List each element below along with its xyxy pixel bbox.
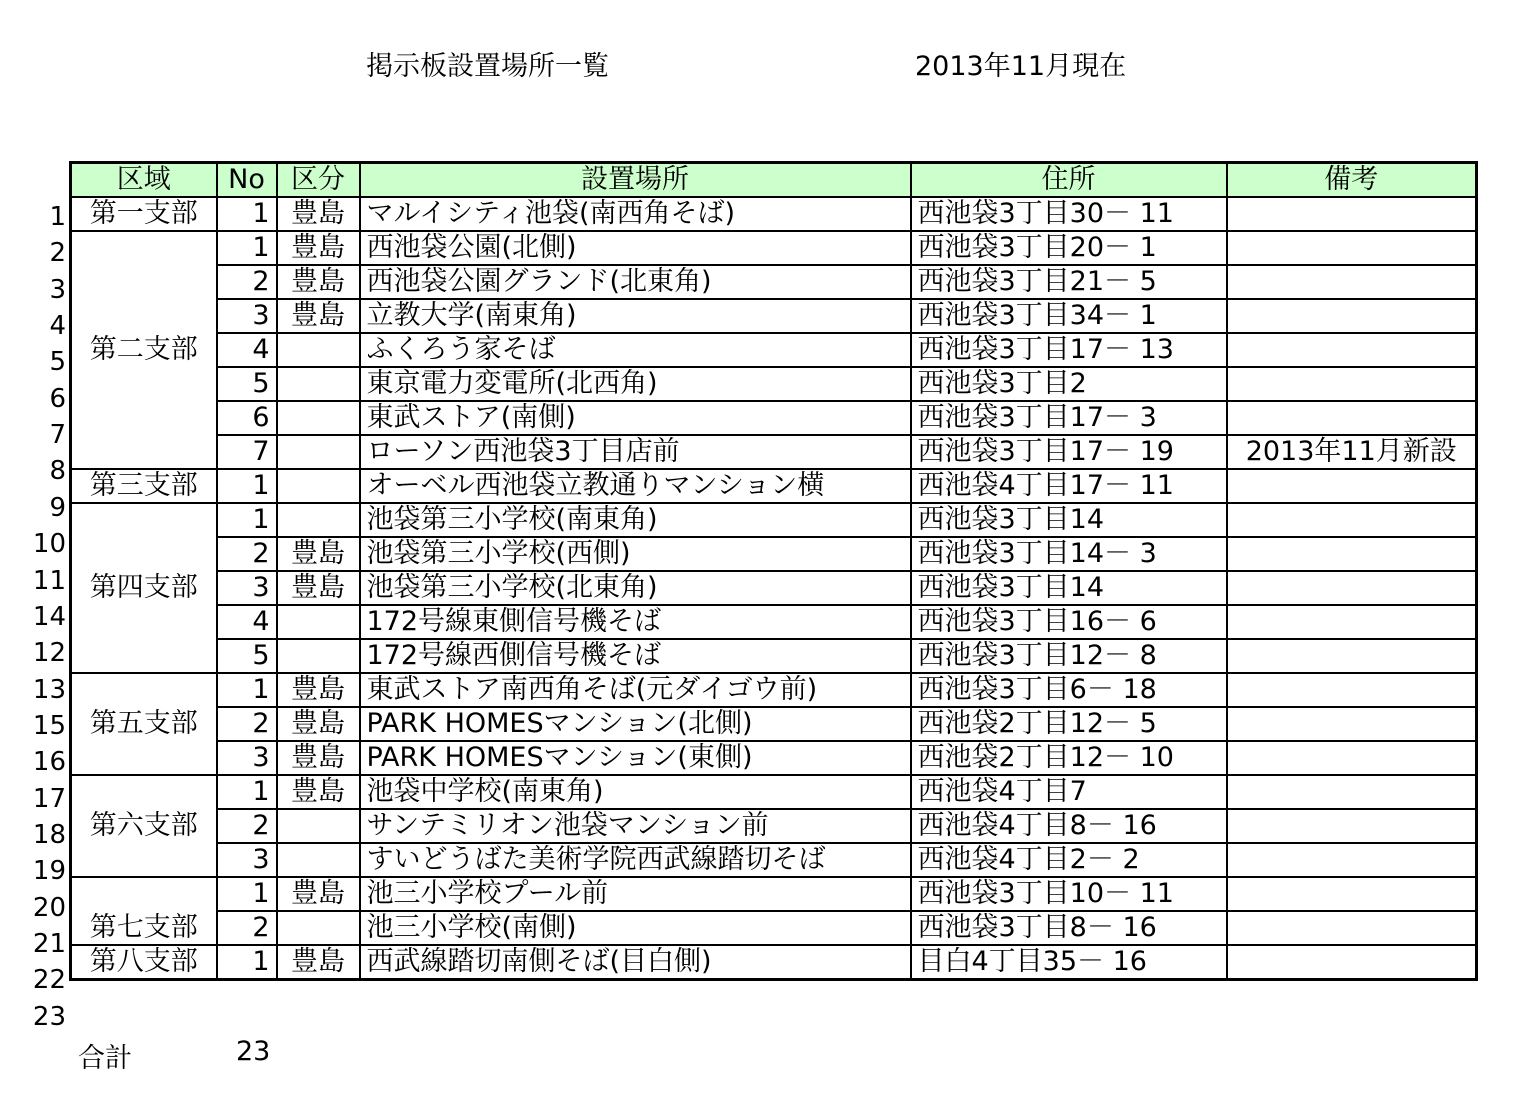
cell-location: 西武線踏切南側そば(目白側) — [360, 945, 911, 980]
cell-no: 2 — [217, 707, 277, 741]
cell-address: 西池袋3丁目30－ 11 — [911, 197, 1227, 231]
row-number: 9 — [49, 492, 66, 523]
row-number: 10 — [32, 529, 66, 560]
cell-location: 立教大学(南東角) — [360, 299, 911, 333]
cell-no: 5 — [217, 367, 277, 401]
cell-address: 西池袋3丁目8－ 16 — [911, 911, 1227, 945]
total-value: 23 — [236, 1036, 271, 1067]
cell-address: 西池袋4丁目7 — [911, 775, 1227, 809]
row-number: 17 — [32, 783, 66, 814]
total-label: 合計 — [78, 1043, 132, 1074]
table-row — [71, 707, 1477, 741]
cell-remarks — [1227, 843, 1477, 877]
row-number: 1 — [49, 202, 66, 232]
cell-location: サンテミリオン池袋マンション前 — [360, 809, 911, 843]
cell-category — [277, 367, 360, 401]
header-category: 区分 — [277, 163, 360, 198]
row-number: 16 — [32, 747, 66, 778]
cell-category: 豊島 — [277, 299, 360, 333]
cell-category: 豊島 — [277, 775, 360, 809]
cell-remarks — [1227, 945, 1477, 980]
bulletin-board-table — [69, 161, 1478, 981]
cell-address: 西池袋3丁目21－ 5 — [911, 265, 1227, 299]
row-number: 2 — [49, 238, 66, 269]
cell-remarks — [1227, 707, 1477, 741]
row-number: 13 — [32, 674, 66, 705]
cell-address: 西池袋3丁目16－ 6 — [911, 605, 1227, 639]
row-number: 19 — [32, 856, 66, 887]
cell-remarks — [1227, 265, 1477, 299]
cell-no: 3 — [217, 299, 277, 333]
cell-category: 豊島 — [277, 571, 360, 605]
row-number: 14 — [32, 601, 66, 632]
cell-location: 西池袋公園グランド(北東角) — [360, 265, 911, 299]
cell-address: 西池袋3丁目34－ 1 — [911, 299, 1227, 333]
cell-remarks — [1227, 775, 1477, 809]
cell-no: 4 — [217, 605, 277, 639]
cell-location: 東武ストア南西角そば(元ダイゴウ前) — [360, 673, 911, 707]
cell-address: 西池袋3丁目20－ 1 — [911, 231, 1227, 265]
table-row — [71, 435, 1477, 469]
cell-category: 豊島 — [277, 265, 360, 299]
cell-district: 第二支部 — [71, 231, 217, 469]
cell-district: 第六支部 — [71, 775, 217, 877]
table-row — [71, 537, 1477, 571]
table-row — [71, 945, 1477, 980]
header-district: 区域 — [71, 163, 217, 198]
cell-remarks — [1227, 197, 1477, 231]
cell-address: 西池袋3丁目14 — [911, 571, 1227, 605]
cell-remarks — [1227, 503, 1477, 537]
cell-remarks — [1227, 333, 1477, 367]
cell-category: 豊島 — [277, 741, 360, 775]
header-no: No — [217, 163, 277, 198]
cell-address: 西池袋4丁目8－ 16 — [911, 809, 1227, 843]
cell-address: 西池袋3丁目6－ 18 — [911, 673, 1227, 707]
table-row — [71, 741, 1477, 775]
row-number: 12 — [32, 638, 66, 669]
cell-address: 西池袋4丁目2－ 2 — [911, 843, 1227, 877]
table-header-row — [71, 163, 1477, 198]
row-number: 23 — [32, 1001, 66, 1032]
cell-location: PARK HOMESマンション(北側) — [360, 707, 911, 741]
cell-location: 池袋中学校(南東角) — [360, 775, 911, 809]
header-remarks: 備考 — [1227, 163, 1477, 198]
cell-category — [277, 333, 360, 367]
cell-address: 西池袋3丁目17－ 3 — [911, 401, 1227, 435]
row-number: 6 — [49, 383, 66, 414]
cell-address: 西池袋3丁目2 — [911, 367, 1227, 401]
row-number: 5 — [49, 347, 66, 378]
cell-no: 2 — [217, 809, 277, 843]
cell-remarks — [1227, 639, 1477, 673]
row-number: 3 — [49, 274, 66, 305]
table-row — [71, 401, 1477, 435]
cell-address: 西池袋4丁目17－ 11 — [911, 469, 1227, 503]
cell-remarks — [1227, 537, 1477, 571]
table-row — [71, 571, 1477, 605]
cell-remarks — [1227, 605, 1477, 639]
cell-district: 第五支部 — [71, 673, 217, 775]
cell-category — [277, 639, 360, 673]
cell-address: 西池袋2丁目12－ 5 — [911, 707, 1227, 741]
cell-address: 西池袋3丁目14 — [911, 503, 1227, 537]
row-number: 7 — [49, 420, 66, 451]
table-row — [71, 197, 1477, 231]
cell-no: 6 — [217, 401, 277, 435]
cell-location: 西池袋公園(北側) — [360, 231, 911, 265]
as-of-date: 2013年11月現在 — [915, 51, 1127, 82]
cell-location: PARK HOMESマンション(東側) — [360, 741, 911, 775]
cell-no: 1 — [217, 197, 277, 231]
table-row — [71, 469, 1477, 503]
table-row — [71, 231, 1477, 265]
cell-category — [277, 605, 360, 639]
cell-district: 第三支部 — [71, 469, 217, 503]
cell-remarks — [1227, 809, 1477, 843]
cell-category: 豊島 — [277, 231, 360, 265]
row-number: 4 — [49, 311, 66, 342]
table-row — [71, 809, 1477, 843]
cell-remarks — [1227, 299, 1477, 333]
cell-remarks — [1227, 911, 1477, 945]
row-number: 11 — [32, 565, 66, 596]
cell-category: 豊島 — [277, 877, 360, 911]
cell-location: 池袋第三小学校(西側) — [360, 537, 911, 571]
cell-category: 豊島 — [277, 197, 360, 231]
cell-location: 東京電力変電所(北西角) — [360, 367, 911, 401]
cell-location: 池袋第三小学校(南東角) — [360, 503, 911, 537]
cell-no: 1 — [217, 877, 277, 911]
table-row — [71, 503, 1477, 537]
table-row — [71, 639, 1477, 673]
cell-address: 西池袋3丁目14－ 3 — [911, 537, 1227, 571]
row-number: 20 — [32, 892, 66, 923]
header-location: 設置場所 — [360, 163, 911, 198]
cell-location: すいどうばた美術学院西武線踏切そば — [360, 843, 911, 877]
header-address: 住所 — [911, 163, 1227, 198]
cell-remarks: 2013年11月新設 — [1227, 435, 1477, 469]
cell-remarks — [1227, 673, 1477, 707]
table-row — [71, 911, 1477, 945]
cell-no: 2 — [217, 911, 277, 945]
cell-remarks — [1227, 571, 1477, 605]
page-title: 掲示板設置場所一覧 — [366, 51, 609, 82]
cell-remarks — [1227, 469, 1477, 503]
table-row — [71, 775, 1477, 809]
table-row — [71, 333, 1477, 367]
cell-no: 3 — [217, 571, 277, 605]
cell-category: 豊島 — [277, 945, 360, 980]
table-row — [71, 673, 1477, 707]
cell-location: 172号線東側信号機そば — [360, 605, 911, 639]
cell-no: 5 — [217, 639, 277, 673]
cell-no: 2 — [217, 537, 277, 571]
row-number: 8 — [49, 456, 66, 487]
table-row — [71, 265, 1477, 299]
cell-remarks — [1227, 367, 1477, 401]
row-number: 22 — [32, 965, 66, 996]
table-row — [71, 299, 1477, 333]
cell-no: 1 — [217, 503, 277, 537]
cell-address: 西池袋2丁目12－ 10 — [911, 741, 1227, 775]
cell-category — [277, 911, 360, 945]
cell-location: 池三小学校プール前 — [360, 877, 911, 911]
cell-no: 2 — [217, 265, 277, 299]
cell-location: ローソン西池袋3丁目店前 — [360, 435, 911, 469]
cell-remarks — [1227, 231, 1477, 265]
cell-category: 豊島 — [277, 673, 360, 707]
table-row — [71, 605, 1477, 639]
cell-district: 第四支部 — [71, 503, 217, 673]
cell-remarks — [1227, 877, 1477, 911]
cell-no: 3 — [217, 843, 277, 877]
cell-no: 1 — [217, 775, 277, 809]
cell-category — [277, 503, 360, 537]
cell-remarks — [1227, 741, 1477, 775]
cell-category — [277, 435, 360, 469]
cell-no: 7 — [217, 435, 277, 469]
row-number: 15 — [32, 710, 66, 741]
cell-address: 西池袋3丁目10－ 11 — [911, 877, 1227, 911]
table-row — [71, 877, 1477, 911]
cell-no: 3 — [217, 741, 277, 775]
cell-location: マルイシティ池袋(南西角そば) — [360, 197, 911, 231]
cell-category — [277, 401, 360, 435]
cell-district: 第七支部 — [71, 877, 217, 945]
cell-district: 第一支部 — [71, 197, 217, 231]
cell-no: 4 — [217, 333, 277, 367]
row-number: 18 — [32, 819, 66, 850]
cell-location: 172号線西側信号機そば — [360, 639, 911, 673]
cell-no: 1 — [217, 945, 277, 980]
cell-category — [277, 469, 360, 503]
table-row — [71, 843, 1477, 877]
cell-address: 目白4丁目35－ 16 — [911, 945, 1227, 980]
cell-location: ふくろう家そば — [360, 333, 911, 367]
cell-category — [277, 843, 360, 877]
cell-district: 第八支部 — [71, 945, 217, 980]
row-number: 21 — [32, 929, 66, 959]
cell-address: 西池袋3丁目12－ 8 — [911, 639, 1227, 673]
cell-no: 1 — [217, 673, 277, 707]
cell-no: 1 — [217, 231, 277, 265]
cell-location: 池三小学校(南側) — [360, 911, 911, 945]
cell-location: 東武ストア(南側) — [360, 401, 911, 435]
cell-location: オーベル西池袋立教通りマンション横 — [360, 469, 911, 503]
cell-remarks — [1227, 401, 1477, 435]
table-row — [71, 367, 1477, 401]
cell-no: 1 — [217, 469, 277, 503]
cell-category: 豊島 — [277, 537, 360, 571]
cell-address: 西池袋3丁目17－ 19 — [911, 435, 1227, 469]
cell-address: 西池袋3丁目17－ 13 — [911, 333, 1227, 367]
cell-category — [277, 809, 360, 843]
cell-category: 豊島 — [277, 707, 360, 741]
cell-location: 池袋第三小学校(北東角) — [360, 571, 911, 605]
